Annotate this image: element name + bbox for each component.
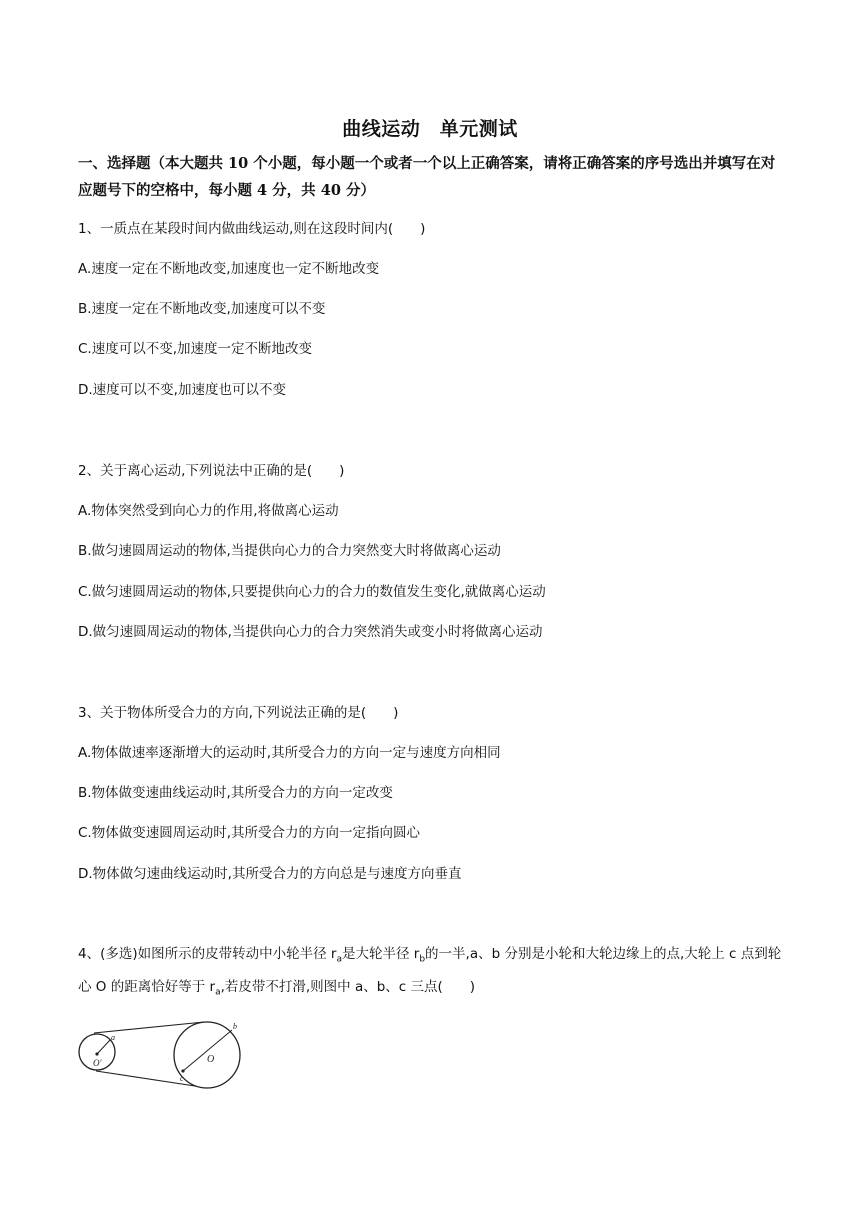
q4-text-4: ,若皮带不打滑,则图中 a、b、c 三点( ) (220, 978, 476, 995)
question-4-stem (78, 941, 788, 1006)
question-2-option-d: D.做匀速圆周运动的物体,当提供向心力的合力突然消失或变小时将做离心运动 (78, 624, 543, 640)
question-3-stem: 3、关于物体所受合力的方向,下列说法正确的是( ) (78, 705, 399, 721)
label-large-center: O (207, 1054, 215, 1065)
q4-subscript-a: a (336, 954, 342, 965)
label-point-c: c (180, 1074, 184, 1083)
label-point-a: a (111, 1033, 115, 1042)
q4-subscript-a2: a (215, 987, 221, 998)
belt-pulley-figure (76, 1018, 246, 1090)
point-c-dot (181, 1069, 184, 1072)
question-2-option-c: C.做匀速圆周运动的物体,只要提供向心力的合力的数值发生变化,就做离心运动 (78, 584, 546, 600)
question-3-option-b: B.物体做变速曲线运动时,其所受合力的方向一定改变 (78, 785, 393, 801)
label-point-b: b (233, 1022, 237, 1031)
question-1-option-b: B.速度一定在不断地改变,加速度可以不变 (78, 301, 326, 317)
section-heading: 一、选择题（本大题共 10 个小题，每小题一个或者一个以上正确答案，请将正确答案的序号选出并填写在对应题号下的空格中，每小题 4 分，共 40 分） (78, 155, 776, 199)
small-wheel-center-dot (95, 1052, 98, 1055)
q4-text-1: 4、(多选)如图所示的皮带转动中小轮半径 r (78, 946, 337, 962)
question-2-option-a: A.物体突然受到向心力的作用,将做离心运动 (78, 503, 339, 519)
page-title: 曲线运动 单元测试 (342, 118, 518, 140)
q4-text-3: 的一半,a、b 分别是小轮和大轮边缘上的点,大轮上 c 点到轮心 O 的距离恰好等于 r (78, 946, 782, 995)
q4-text-2: 是大轮半径 r (341, 946, 420, 962)
question-3-option-a: A.物体做速率逐渐增大的运动时,其所受合力的方向一定与速度方向相同 (78, 745, 501, 761)
question-2-stem: 2、关于离心运动,下列说法中正确的是( ) (78, 463, 345, 479)
question-1-option-a: A.速度一定在不断地改变,加速度也一定不断地改变 (78, 261, 380, 277)
question-1-option-c: C.速度可以不变,加速度一定不断地改变 (78, 341, 313, 357)
question-2-option-b: B.做匀速圆周运动的物体,当提供向心力的合力突然变大时将做离心运动 (78, 543, 501, 559)
label-small-center: O' (93, 1058, 102, 1068)
question-3-option-d: D.物体做匀速曲线运动时,其所受合力的方向总是与速度方向垂直 (78, 866, 462, 882)
question-3-option-c: C.物体做变速圆周运动时,其所受合力的方向一定指向圆心 (78, 825, 421, 841)
q4-subscript-b: b (419, 954, 426, 965)
question-1-option-d: D.速度可以不变,加速度也可以不变 (78, 382, 286, 398)
question-1-stem: 1、一质点在某段时间内做曲线运动,则在这段时间内( ) (78, 221, 426, 237)
